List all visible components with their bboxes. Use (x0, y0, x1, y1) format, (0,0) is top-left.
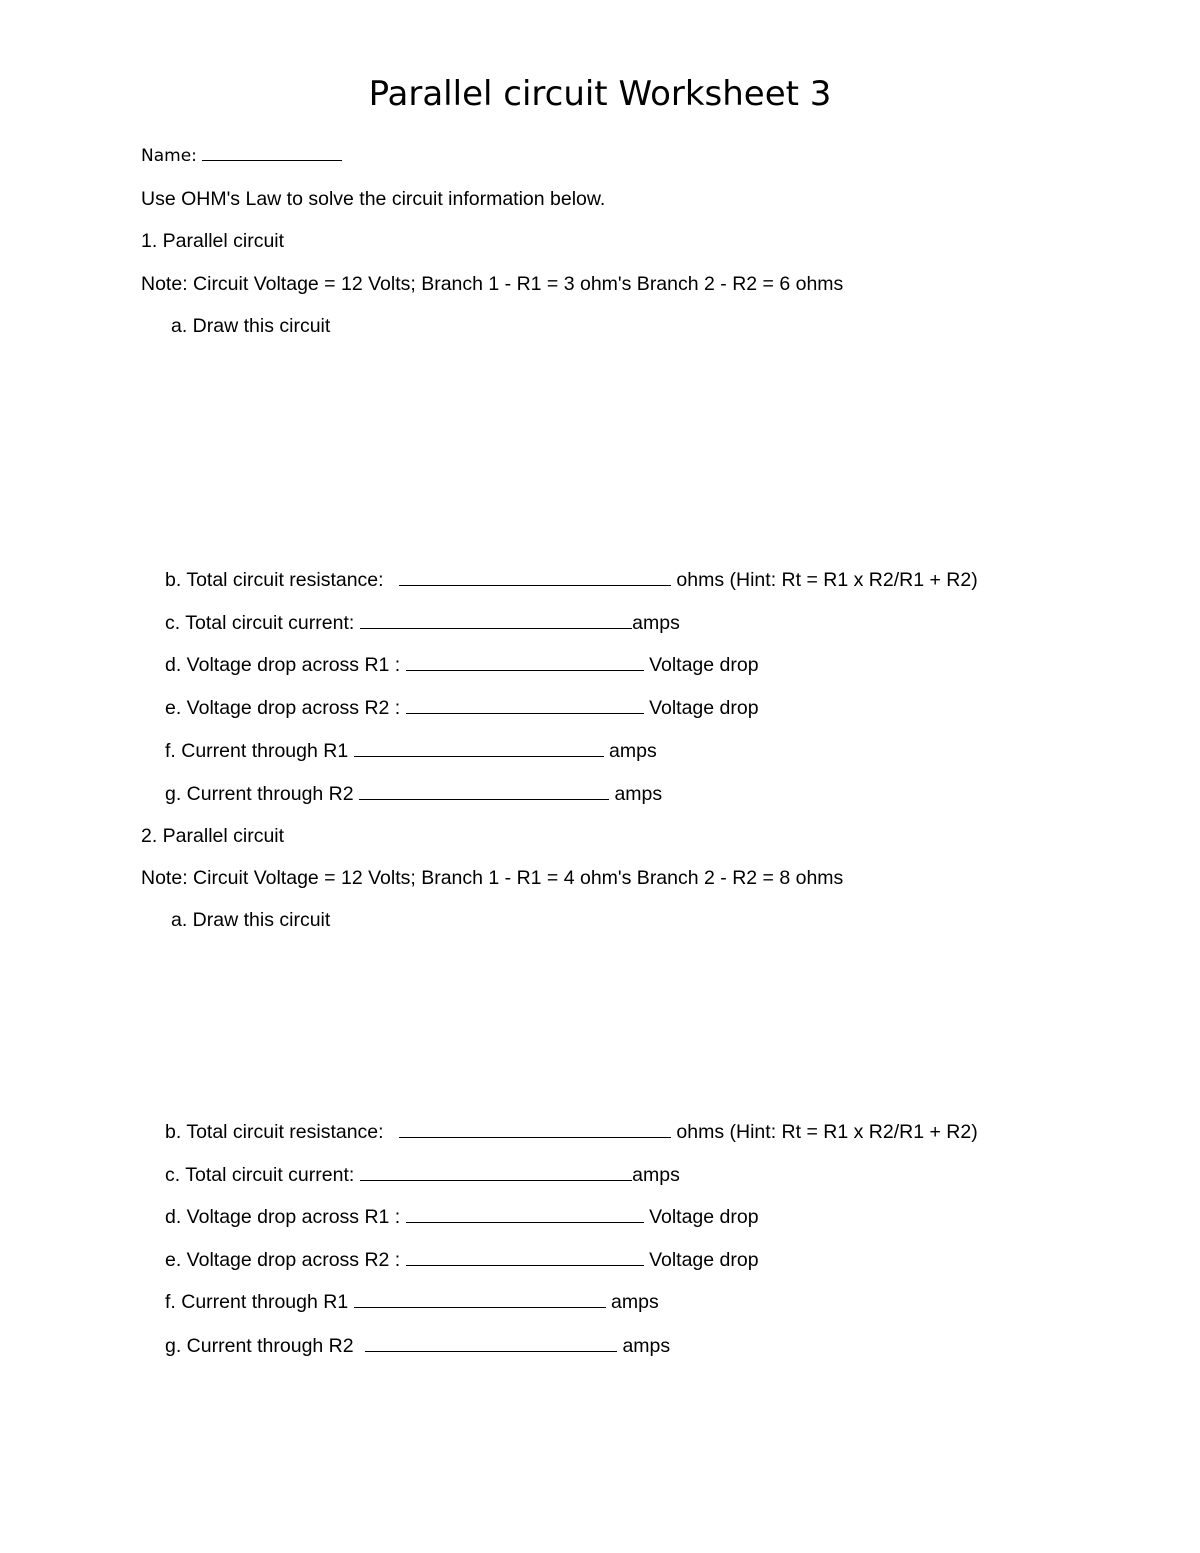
name-label: Name: (141, 146, 197, 166)
problem-1-g (165, 782, 662, 806)
problem-2-d-label: d. Voltage drop across R1 : (165, 1206, 401, 1228)
problem-1-f-suffix: amps (609, 740, 657, 762)
problem-2-b (165, 1120, 978, 1144)
problem-1-e-blank[interactable] (406, 697, 644, 714)
problem-1-g-label: g. Current through R2 (165, 783, 354, 805)
name-blank[interactable] (202, 144, 342, 161)
problem-1-a: a. Draw this circuit (171, 315, 331, 337)
problem-2-c (165, 1163, 680, 1187)
page-title: Parallel circuit Worksheet 3 (368, 74, 832, 114)
problem-1-heading: 1. Parallel circuit (141, 230, 285, 252)
name-line (141, 144, 342, 168)
problem-1-e (165, 696, 759, 720)
problem-2-note: Note: Circuit Voltage = 12 Volts; Branch 1 - R1 = 4 ohm's Branch 2 - R2 = 8 ohms (141, 867, 844, 889)
problem-1-e-suffix: Voltage drop (649, 697, 759, 719)
problem-1-b (165, 568, 978, 592)
problem-2-heading: 2. Parallel circuit (141, 825, 285, 847)
problem-1-d-suffix: Voltage drop (649, 654, 759, 676)
problem-1-b-blank[interactable] (399, 569, 671, 586)
problem-2-b-blank[interactable] (399, 1121, 671, 1138)
problem-2-b-label: b. Total circuit resistance: (165, 1121, 384, 1143)
problem-1-c-suffix: amps (632, 612, 680, 634)
problem-1-g-suffix: amps (614, 783, 663, 805)
problem-2-f-label: f. Current through R1 (165, 1291, 349, 1313)
problem-2-g-blank[interactable] (365, 1335, 617, 1352)
problem-1-f-blank[interactable] (354, 740, 604, 757)
problem-2-a: a. Draw this circuit (171, 909, 331, 931)
problem-2-c-label: c. Total circuit current: (165, 1164, 355, 1186)
problem-2-d (165, 1205, 759, 1229)
problem-2-d-suffix: Voltage drop (649, 1206, 759, 1228)
problem-2-f-blank[interactable] (354, 1291, 606, 1308)
problem-2-g-suffix: amps (622, 1335, 671, 1357)
problem-1-f-label: f. Current through R1 (165, 740, 349, 762)
problem-1-c-label: c. Total circuit current: (165, 612, 355, 634)
problem-2-d-blank[interactable] (406, 1206, 644, 1223)
problem-1-f (165, 739, 657, 763)
problem-2-c-suffix: amps (632, 1164, 680, 1186)
problem-1-d-label: d. Voltage drop across R1 : (165, 654, 401, 676)
instruction-text: Use OHM's Law to solve the circuit information below. (141, 188, 606, 210)
problem-1-e-label: e. Voltage drop across R2 : (165, 697, 401, 719)
problem-1-c (165, 611, 680, 635)
problem-2-e-blank[interactable] (406, 1249, 644, 1266)
problem-2-e-label: e. Voltage drop across R2 : (165, 1249, 401, 1271)
problem-2-c-blank[interactable] (360, 1164, 632, 1181)
problem-1-g-blank[interactable] (359, 783, 609, 800)
problem-1-b-label: b. Total circuit resistance: (165, 569, 384, 591)
problem-1-b-suffix: ohms (Hint: Rt = R1 x R2/R1 + R2) (676, 569, 978, 591)
problem-2-g-label: g. Current through R2 (165, 1335, 354, 1357)
problem-1-d (165, 653, 759, 677)
problem-2-f-suffix: amps (611, 1291, 659, 1313)
problem-1-note: Note: Circuit Voltage = 12 Volts; Branch 1 - R1 = 3 ohm's Branch 2 - R2 = 6 ohms (141, 273, 844, 295)
problem-2-b-suffix: ohms (Hint: Rt = R1 x R2/R1 + R2) (676, 1121, 978, 1143)
problem-2-e-suffix: Voltage drop (649, 1249, 759, 1271)
problem-2-g (165, 1334, 670, 1358)
problem-2-f (165, 1290, 659, 1314)
problem-2-e (165, 1248, 759, 1272)
problem-1-c-blank[interactable] (360, 612, 632, 629)
problem-1-d-blank[interactable] (406, 654, 644, 671)
